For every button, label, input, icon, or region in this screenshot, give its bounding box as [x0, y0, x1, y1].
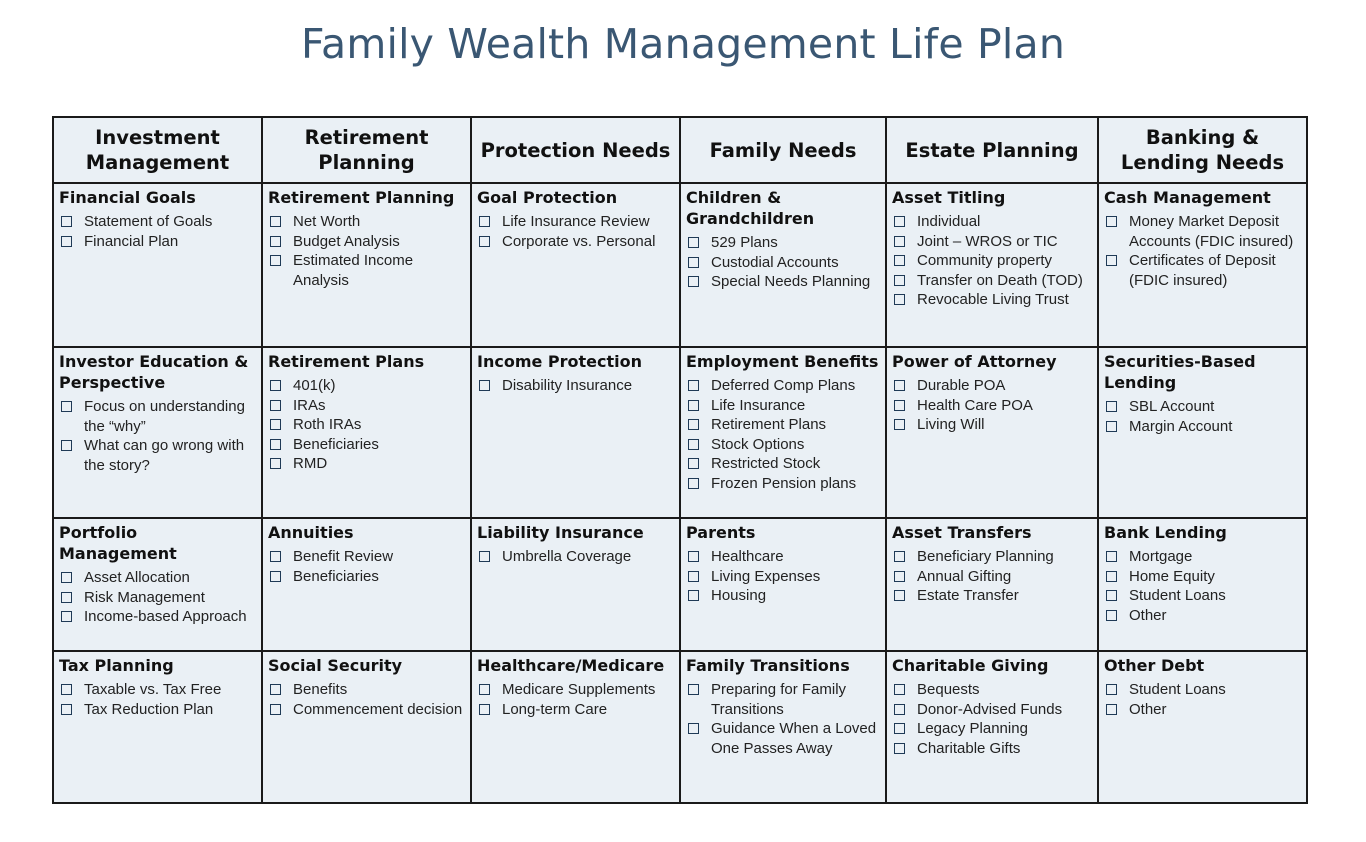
checklist-item-label: Frozen Pension plans	[711, 474, 857, 492]
checklist-item	[477, 680, 674, 700]
checkbox-icon[interactable]	[61, 704, 72, 715]
cell-heading: Retirement Planning	[268, 188, 455, 207]
checkbox-icon[interactable]	[270, 439, 281, 450]
checklist-item	[59, 397, 256, 436]
cell-heading: Annuities	[268, 523, 354, 542]
checklist-item	[686, 547, 880, 567]
checklist-item-label: Estimated Income Analysis	[293, 252, 414, 289]
checklist-item-label: Commencement decision	[293, 700, 463, 718]
checkbox-icon[interactable]	[479, 380, 490, 391]
checklist-item-label: Disability Insurance	[502, 377, 633, 394]
checklist	[1104, 212, 1301, 290]
cell-heading: Bank Lending	[1104, 523, 1227, 542]
checkbox-icon[interactable]	[270, 380, 281, 391]
checklist-item	[892, 719, 1092, 739]
checklist-item	[686, 435, 880, 455]
checkbox-icon[interactable]	[688, 723, 699, 734]
cell-heading: Tax Planning	[59, 656, 174, 675]
checklist-item-label: Margin Account	[1129, 417, 1233, 435]
checklist-item-label: Special Needs Planning	[711, 273, 871, 290]
checklist	[477, 212, 674, 251]
cell-liability-insurance	[471, 518, 680, 651]
checklist-item	[268, 415, 465, 435]
cell-heading: Retirement Plans	[268, 352, 425, 371]
checklist-item	[686, 454, 880, 474]
checkbox-icon[interactable]	[1106, 216, 1117, 227]
checklist-item	[686, 415, 880, 435]
checklist-item-label: Net Worth	[293, 213, 361, 230]
checklist-item	[59, 700, 256, 720]
checklist-item	[268, 454, 465, 474]
checkbox-icon[interactable]	[894, 590, 905, 601]
checkbox-icon[interactable]	[479, 684, 490, 695]
table-row	[53, 651, 1307, 803]
checklist-item	[268, 232, 465, 252]
checklist-item-label: 529 Plans	[711, 234, 778, 251]
cell-heading: Asset Titling	[892, 188, 1006, 207]
checkbox-icon[interactable]	[688, 439, 699, 450]
cell-securities-based-lending	[1098, 347, 1307, 518]
checklist-item-label: Umbrella Coverage	[502, 548, 632, 565]
checklist-item-label: Medicare Supplements	[502, 681, 656, 698]
cell-asset-titling	[886, 183, 1098, 347]
checkbox-icon[interactable]	[270, 684, 281, 695]
checkbox-icon[interactable]	[61, 572, 72, 583]
checkbox-icon[interactable]	[894, 684, 905, 695]
checklist-item-label: Other	[1129, 606, 1167, 624]
checkbox-icon[interactable]	[479, 551, 490, 562]
checklist	[892, 680, 1092, 758]
checklist	[477, 547, 674, 567]
cell-heading: Other Debt	[1104, 656, 1205, 675]
checklist-item-label: Statement of Goals	[84, 213, 213, 230]
checkbox-icon[interactable]	[270, 216, 281, 227]
checkbox-icon[interactable]	[688, 257, 699, 268]
checklist-item	[1104, 586, 1301, 606]
checkbox-icon[interactable]	[688, 478, 699, 489]
cell-heading: Financial Goals	[59, 188, 196, 207]
checkbox-icon[interactable]	[61, 236, 72, 247]
checklist	[268, 376, 465, 474]
table-row	[53, 347, 1307, 518]
checklist-item-label: Long-term Care	[502, 700, 608, 718]
checklist-item	[686, 567, 880, 587]
checklist	[892, 212, 1092, 310]
checkbox-icon[interactable]	[688, 571, 699, 582]
cell-goal-protection	[471, 183, 680, 347]
checklist-item	[686, 586, 880, 606]
checklist-item-label: Health Care POA	[917, 396, 1033, 414]
cell-parents	[680, 518, 886, 651]
cell-investor-education-and-perspective	[53, 347, 262, 518]
checklist-item	[59, 232, 256, 252]
checklist	[1104, 397, 1301, 436]
checkbox-icon[interactable]	[1106, 684, 1117, 695]
checklist-item-label: Preparing for Family Transitions	[711, 681, 847, 718]
checklist-item	[892, 739, 1092, 759]
checklist-item	[1104, 417, 1301, 437]
checklist-item-label: Living Expenses	[711, 567, 821, 585]
checklist-item-label: Life Insurance	[711, 396, 806, 414]
checklist-item-label: Other	[1129, 700, 1167, 718]
checklist-item	[892, 251, 1092, 271]
checklist-item-label: Student Loans	[1129, 681, 1226, 698]
checklist-item-label: Housing	[711, 587, 767, 604]
checkbox-icon[interactable]	[688, 400, 699, 411]
checklist-item	[892, 700, 1092, 720]
cell-heading: Family Transitions	[686, 656, 850, 675]
checklist-item-label: Budget Analysis	[293, 232, 400, 250]
checklist-item	[1104, 547, 1301, 567]
checklist-item-label: Individual	[917, 213, 981, 230]
checklist-item-label: Bequests	[917, 681, 980, 698]
cell-heading: Healthcare/Medicare	[477, 656, 665, 675]
checklist-item-label: IRAs	[293, 396, 326, 414]
checklist-item-label: Retirement Plans	[711, 416, 827, 433]
checkbox-icon[interactable]	[688, 590, 699, 601]
checkbox-icon[interactable]	[61, 440, 72, 451]
cell-financial-goals	[53, 183, 262, 347]
checklist-item	[59, 212, 256, 232]
checklist-item	[892, 290, 1092, 310]
cell-heading: Cash Management	[1104, 188, 1271, 207]
checklist	[1104, 680, 1301, 719]
checkbox-icon[interactable]	[894, 419, 905, 430]
checklist-item-label: Tax Reduction Plan	[84, 700, 214, 718]
checklist-item	[1104, 251, 1301, 290]
checklist-item-label: Community property	[917, 252, 1053, 269]
checkbox-icon[interactable]	[1106, 421, 1117, 432]
checklist-item	[1104, 680, 1301, 700]
checklist-item	[59, 680, 256, 700]
checklist-item-label: Revocable Living Trust	[917, 291, 1069, 308]
checkbox-icon[interactable]	[688, 551, 699, 562]
column-header-estate-planning: Estate Planning	[886, 117, 1098, 183]
cell-retirement-plans	[262, 347, 471, 518]
cell-heading: Power of Attorney	[892, 352, 1057, 371]
checkbox-icon[interactable]	[479, 216, 490, 227]
checklist-item-label: Beneficiaries	[293, 435, 379, 453]
column-header-protection-needs: Protection Needs	[471, 117, 680, 183]
checklist-item-label: What can go wrong with the story?	[84, 437, 245, 474]
cell-family-transitions	[680, 651, 886, 803]
checklist-item	[686, 474, 880, 494]
checklist-item	[268, 376, 465, 396]
checkbox-icon[interactable]	[479, 704, 490, 715]
checklist-item	[892, 376, 1092, 396]
checklist-item-label: Corporate vs. Personal	[502, 232, 656, 250]
page-title: Family Wealth Management Life Plan	[301, 20, 1065, 68]
checkbox-icon[interactable]	[894, 294, 905, 305]
checkbox-icon[interactable]	[61, 592, 72, 603]
checklist-item	[686, 233, 880, 253]
column-header-row	[53, 117, 1307, 183]
table-row	[53, 183, 1307, 347]
checklist-item	[268, 212, 465, 232]
checklist-item-label: Charitable Gifts	[917, 739, 1021, 757]
checklist-item	[892, 567, 1092, 587]
cell-heading: Social Security	[268, 656, 403, 675]
checklist-item	[686, 396, 880, 416]
checklist-item	[686, 719, 880, 758]
checklist-item	[892, 586, 1092, 606]
checklist-item-label: Money Market Deposit Accounts (FDIC insured)	[1129, 213, 1294, 250]
cell-bank-lending	[1098, 518, 1307, 651]
checklist-item	[1104, 212, 1301, 251]
cell-heading: Charitable Giving	[892, 656, 1049, 675]
checkbox-icon[interactable]	[1106, 610, 1117, 621]
checkbox-icon[interactable]	[894, 723, 905, 734]
column-header-retirement-planning: Retirement Planning	[262, 117, 471, 183]
cell-heading: Investor Education & Perspective	[59, 352, 249, 392]
checkbox-icon[interactable]	[894, 400, 905, 411]
checklist-item	[892, 232, 1092, 252]
checklist-item	[477, 212, 674, 232]
checklist-item	[268, 547, 465, 567]
checkbox-icon[interactable]	[688, 419, 699, 430]
checklist	[268, 212, 465, 290]
checklist-item	[1104, 606, 1301, 626]
checklist-item-label: Taxable vs. Tax Free	[84, 681, 222, 698]
checklist-item-label: Benefits	[293, 681, 348, 698]
checklist-item	[1104, 397, 1301, 417]
checklist-item-label: Donor-Advised Funds	[917, 700, 1063, 718]
checklist-item-label: Transfer on Death (TOD)	[917, 271, 1083, 289]
cell-charitable-giving	[886, 651, 1098, 803]
checklist-item	[268, 396, 465, 416]
checklist	[892, 376, 1092, 435]
checkbox-icon[interactable]	[688, 380, 699, 391]
checkbox-icon[interactable]	[894, 255, 905, 266]
checklist	[1104, 547, 1301, 625]
checklist-item-label: Mortgage	[1129, 548, 1193, 565]
cell-other-debt	[1098, 651, 1307, 803]
checklist-item	[892, 415, 1092, 435]
checklist-item-label: Stock Options	[711, 435, 805, 453]
checklist-item-label: Deferred Comp Plans	[711, 377, 856, 394]
checklist-item-label: Benefit Review	[293, 548, 394, 565]
checkbox-icon[interactable]	[894, 571, 905, 582]
checklist-item-label: Beneficiary Planning	[917, 548, 1054, 565]
checklist-item-label: Roth IRAs	[293, 416, 362, 433]
checklist-item	[892, 680, 1092, 700]
checkbox-icon[interactable]	[270, 419, 281, 430]
checklist-item	[268, 567, 465, 587]
cell-power-of-attorney	[886, 347, 1098, 518]
checklist	[59, 568, 256, 627]
checklist-item-label: Life Insurance Review	[502, 213, 650, 230]
checklist-item	[268, 680, 465, 700]
checklist-item-label: Durable POA	[917, 377, 1006, 394]
checklist	[477, 680, 674, 719]
checklist	[59, 680, 256, 719]
checklist-item	[686, 272, 880, 292]
cell-portfolio-management	[53, 518, 262, 651]
cell-heading: Securities-Based Lending	[1104, 352, 1256, 392]
checklist	[686, 233, 880, 292]
checklist-item	[1104, 567, 1301, 587]
checkbox-icon[interactable]	[688, 458, 699, 469]
cell-heading: Goal Protection	[477, 188, 618, 207]
checkbox-icon[interactable]	[270, 704, 281, 715]
checkbox-icon[interactable]	[1106, 255, 1117, 266]
column-header-family-needs: Family Needs	[680, 117, 886, 183]
checkbox-icon[interactable]	[1106, 704, 1117, 715]
cell-heading: Portfolio Management	[59, 523, 177, 563]
cell-heading: Children & Grandchildren	[686, 188, 815, 228]
checklist-item-label: Legacy Planning	[917, 720, 1028, 737]
checklist-item-label: Risk Management	[84, 588, 205, 606]
cell-heading: Income Protection	[477, 352, 643, 371]
cell-heading: Parents	[686, 523, 756, 542]
checkbox-icon[interactable]	[894, 216, 905, 227]
checklist-item-label: Certificates of Deposit (FDIC insured)	[1129, 252, 1276, 289]
checklist-item	[686, 253, 880, 273]
cell-heading: Asset Transfers	[892, 523, 1032, 542]
checkbox-icon[interactable]	[270, 458, 281, 469]
checklist	[686, 547, 880, 606]
checklist-item	[892, 547, 1092, 567]
checkbox-icon[interactable]	[688, 276, 699, 287]
checklist	[892, 547, 1092, 606]
checkbox-icon[interactable]	[688, 684, 699, 695]
cell-income-protection	[471, 347, 680, 518]
checklist	[686, 376, 880, 493]
checkbox-icon[interactable]	[894, 551, 905, 562]
checklist-item-label: Living Will	[917, 416, 985, 433]
checkbox-icon[interactable]	[270, 400, 281, 411]
checklist-item	[1104, 700, 1301, 720]
checklist-item	[477, 547, 674, 567]
checklist-item-label: 401(k)	[293, 377, 336, 394]
checkbox-icon[interactable]	[894, 380, 905, 391]
checklist-item-label: Annual Gifting	[917, 567, 1012, 585]
checklist-item	[59, 607, 256, 627]
checklist-item-label: Financial Plan	[84, 232, 179, 250]
checkbox-icon[interactable]	[270, 255, 281, 266]
checklist-item-label: Guidance When a Loved One Passes Away	[711, 720, 877, 757]
checklist-item-label: SBL Account	[1129, 398, 1215, 415]
checkbox-icon[interactable]	[270, 551, 281, 562]
checklist-item-label: Healthcare	[711, 548, 784, 565]
column-header-investment-management: Investment Management	[53, 117, 262, 183]
checkbox-icon[interactable]	[894, 743, 905, 754]
checklist-item	[686, 376, 880, 396]
checklist-item-label: Estate Transfer	[917, 587, 1019, 604]
cell-annuities	[262, 518, 471, 651]
checklist-item-label: Focus on understanding the “why”	[84, 398, 245, 435]
checklist-item	[59, 588, 256, 608]
checkbox-icon[interactable]	[1106, 571, 1117, 582]
checkbox-icon[interactable]	[270, 571, 281, 582]
cell-heading: Liability Insurance	[477, 523, 644, 542]
checklist	[268, 680, 465, 719]
checklist-item	[268, 251, 465, 290]
cell-asset-transfers	[886, 518, 1098, 651]
checkbox-icon[interactable]	[1106, 551, 1117, 562]
checkbox-icon[interactable]	[894, 704, 905, 715]
checkbox-icon[interactable]	[479, 236, 490, 247]
checkbox-icon[interactable]	[894, 236, 905, 247]
checkbox-icon[interactable]	[894, 275, 905, 286]
checkbox-icon[interactable]	[61, 684, 72, 695]
cell-employment-benefits	[680, 347, 886, 518]
checkbox-icon[interactable]	[61, 216, 72, 227]
checklist-item	[892, 271, 1092, 291]
checklist	[59, 212, 256, 251]
checklist-item-label: Asset Allocation	[84, 569, 190, 586]
checklist-item-label: Joint – WROS or TIC	[917, 232, 1058, 250]
checkbox-icon[interactable]	[270, 236, 281, 247]
checklist-item	[477, 376, 674, 396]
checklist-item	[477, 232, 674, 252]
checklist	[59, 397, 256, 475]
checklist-item-label: RMD	[293, 455, 328, 472]
checklist-item	[477, 700, 674, 720]
checklist-item-label: Restricted Stock	[711, 455, 821, 472]
checkbox-icon[interactable]	[1106, 401, 1117, 412]
cell-retirement-planning	[262, 183, 471, 347]
checkbox-icon[interactable]	[61, 401, 72, 412]
checkbox-icon[interactable]	[61, 611, 72, 622]
checklist-item	[59, 436, 256, 475]
checkbox-icon[interactable]	[688, 237, 699, 248]
checklist-item-label: Income-based Approach	[84, 608, 247, 625]
checklist-item	[892, 396, 1092, 416]
checklist-item	[59, 568, 256, 588]
checklist-item	[268, 700, 465, 720]
checklist-item-label: Custodial Accounts	[711, 253, 839, 271]
checklist	[268, 547, 465, 586]
cell-cash-management	[1098, 183, 1307, 347]
checklist	[477, 376, 674, 396]
checklist-item-label: Student Loans	[1129, 587, 1226, 604]
checklist-item-label: Home Equity	[1129, 567, 1215, 585]
checklist-item	[892, 212, 1092, 232]
cell-heading: Employment Benefits	[686, 352, 879, 371]
column-header-banking-lending-needs: Banking & Lending Needs	[1098, 117, 1307, 183]
checklist	[686, 680, 880, 758]
cell-healthcare-medicare	[471, 651, 680, 803]
checklist-item	[686, 680, 880, 719]
life-plan-table	[52, 116, 1308, 804]
cell-social-security	[262, 651, 471, 803]
checklist-item-label: Beneficiaries	[293, 567, 379, 585]
checklist-item	[268, 435, 465, 455]
cell-children-and-grandchildren	[680, 183, 886, 347]
cell-tax-planning	[53, 651, 262, 803]
checkbox-icon[interactable]	[1106, 590, 1117, 601]
table-row	[53, 518, 1307, 651]
